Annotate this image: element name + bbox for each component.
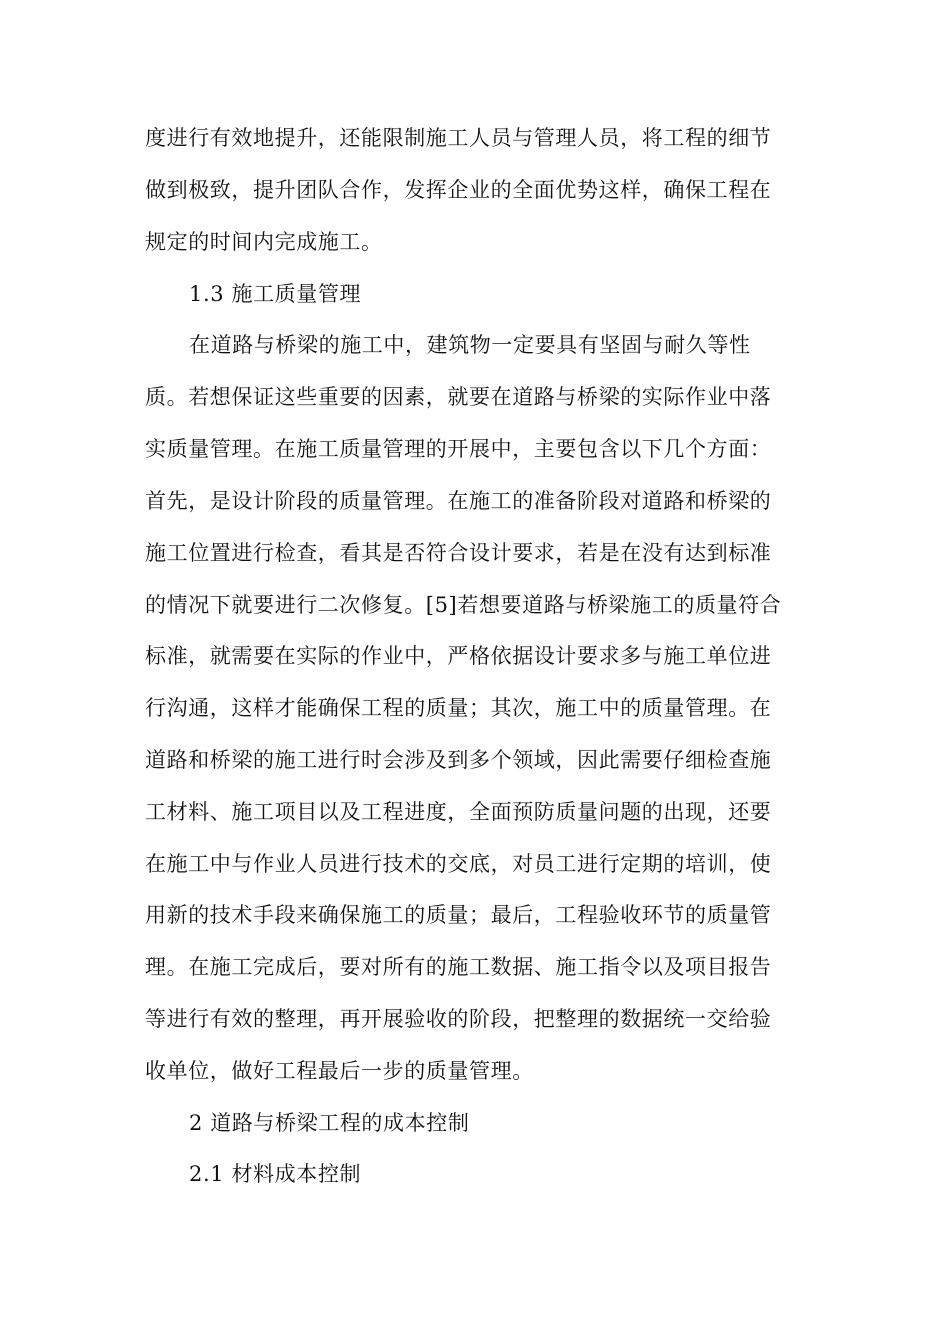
paragraph-line: 规定的时间内完成施工。 xyxy=(145,230,383,254)
paragraph-line: 做到极致，提升团队合作，发挥企业的全面优势这样，确保工程在 xyxy=(145,178,772,202)
paragraph-line: 首先，是设计阶段的质量管理。在施工的准备阶段对道路和桥梁的 xyxy=(145,489,772,513)
paragraph-line: 在道路与桥梁的施工中，建筑物一定要具有坚固与耐久等性 xyxy=(189,333,751,357)
paragraph-line: 收单位，做好工程最后一步的质量管理。 xyxy=(145,1059,534,1083)
paragraph-line: 工材料、施工项目以及工程进度，全面预防质量问题的出现，还要 xyxy=(145,800,772,824)
paragraph-line: 度进行有效地提升，还能限制施工人员与管理人员，将工程的细节 xyxy=(145,126,772,150)
section-heading-1-3: 1.3 施工质量管理 xyxy=(189,282,362,306)
paragraph-line: 质。若想保证这些重要的因素，就要在道路与桥梁的实际作业中落 xyxy=(145,385,772,409)
paragraph-line: 等进行有效的整理，再开展验收的阶段，把整理的数据统一交给验 xyxy=(145,1007,772,1031)
paragraph-line: 用新的技术手段来确保施工的质量；最后，工程验收环节的质量管 xyxy=(145,903,772,927)
paragraph-line: 施工位置进行检查，看其是否符合设计要求，若是在没有达到标准 xyxy=(145,541,772,565)
paragraph-line: 道路和桥梁的施工进行时会涉及到多个领域，因此需要仔细检查施 xyxy=(145,748,772,772)
paragraph-line: 行沟通，这样才能确保工程的质量；其次，施工中的质量管理。在 xyxy=(145,696,772,720)
section-heading-2-1: 2.1 材料成本控制 xyxy=(189,1162,362,1186)
paragraph-line: 理。在施工完成后，要对所有的施工数据、施工指令以及项目报告 xyxy=(145,955,772,979)
section-heading-2: 2 道路与桥梁工程的成本控制 xyxy=(189,1111,470,1135)
paragraph-line: 在施工中与作业人员进行技术的交底，对员工进行定期的培训，使 xyxy=(145,852,772,876)
paragraph-line: 标准，就需要在实际的作业中，严格依据设计要求多与施工单位进 xyxy=(145,644,772,668)
paragraph-line: 实质量管理。在施工质量管理的开展中，主要包含以下几个方面： xyxy=(145,437,772,461)
paragraph-line: 的情况下就要进行二次修复。[5]若想要道路与桥梁施工的质量符合 xyxy=(145,593,782,617)
